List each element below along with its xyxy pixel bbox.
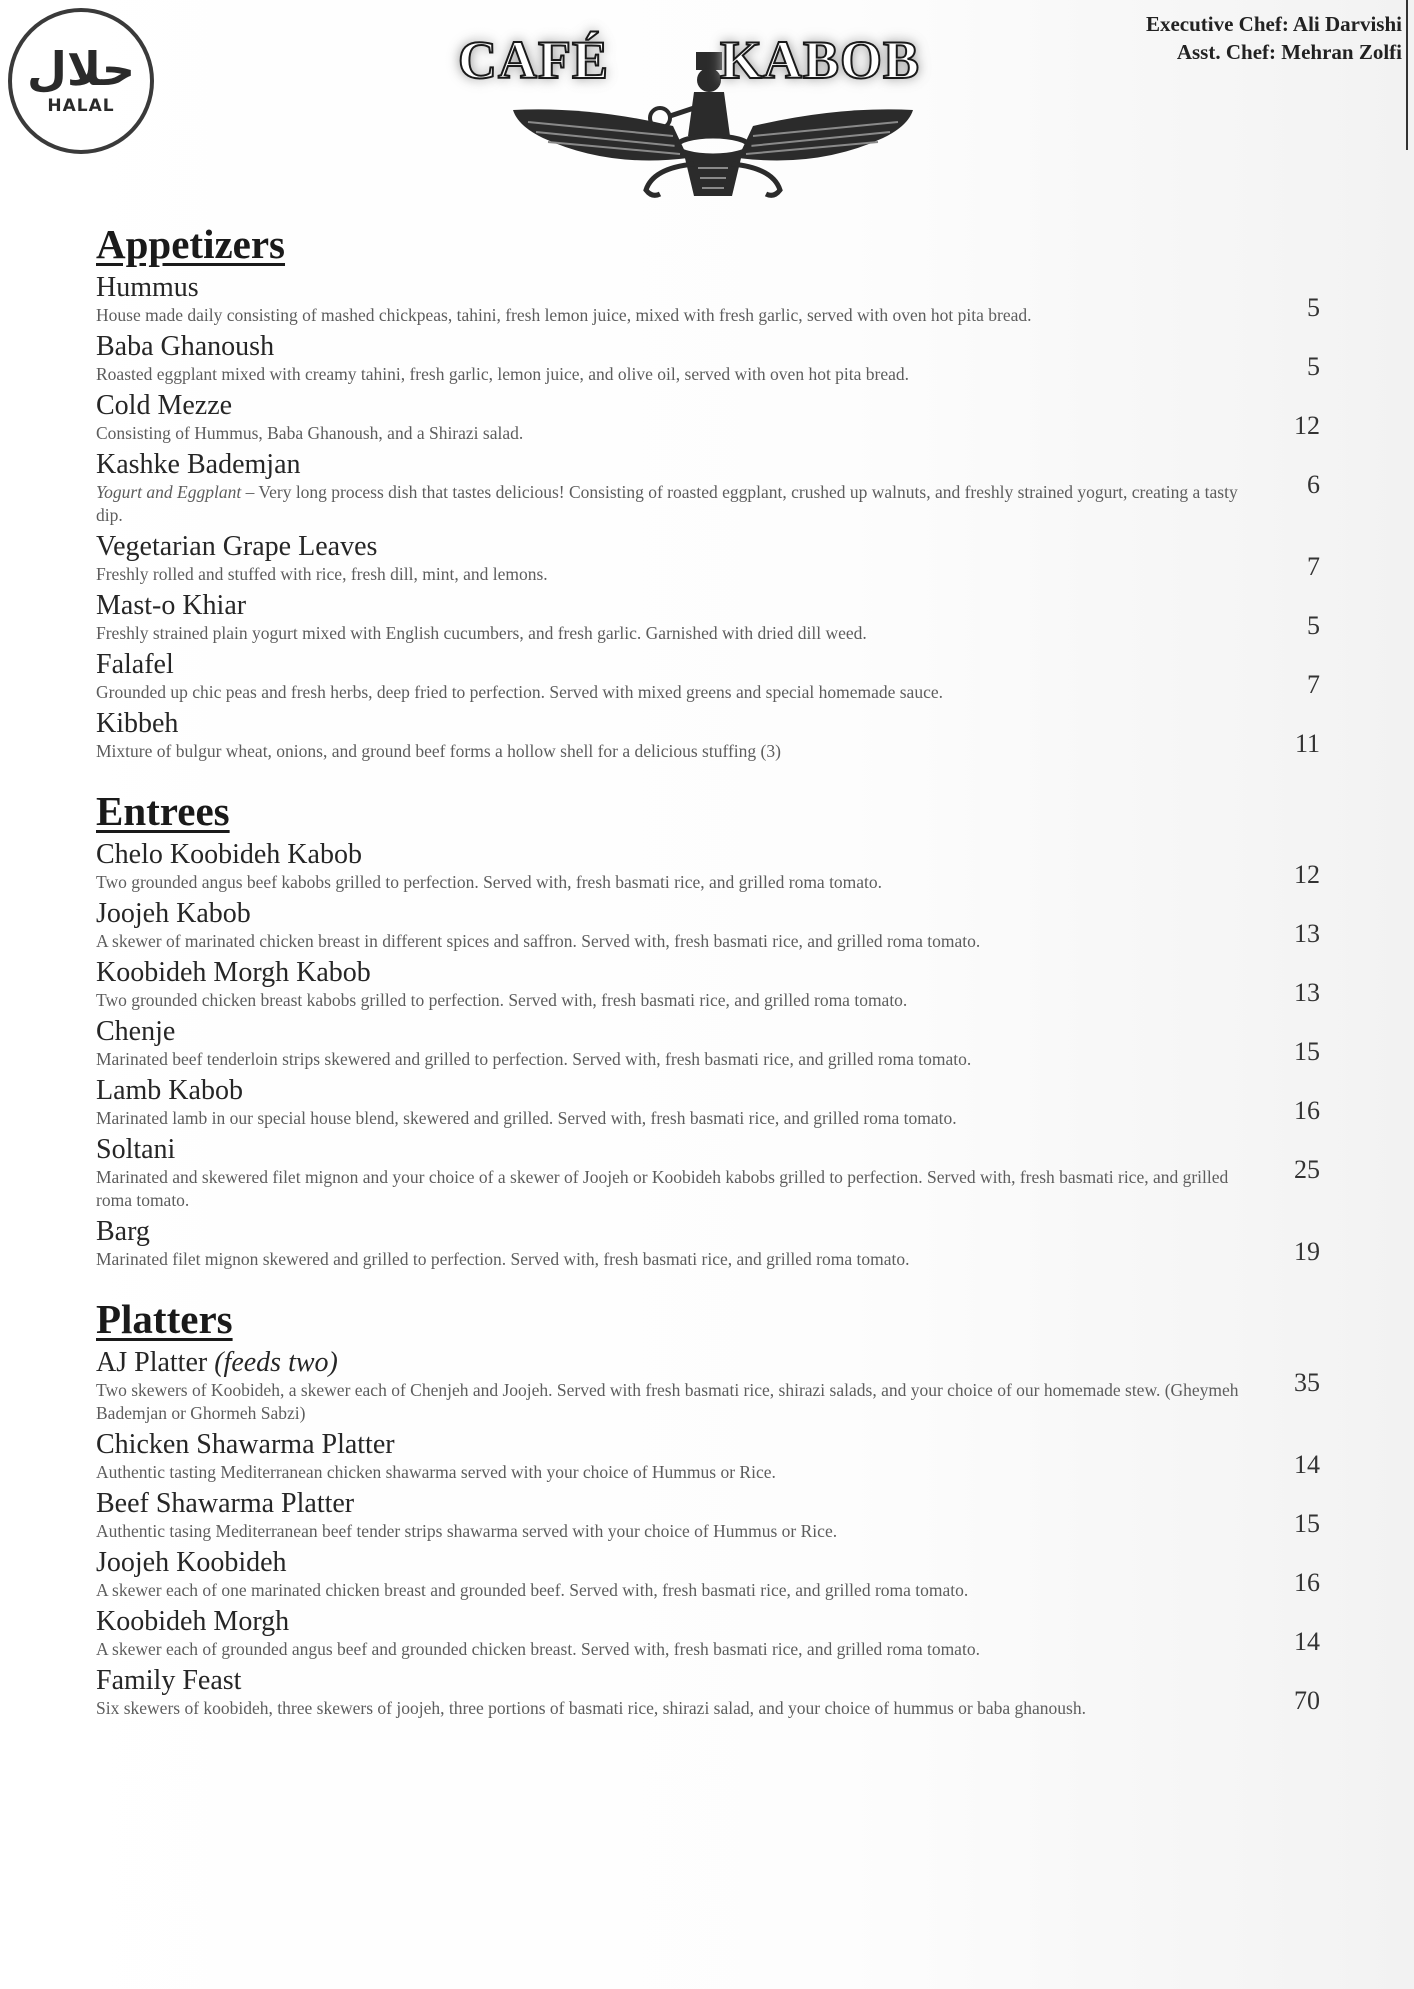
halal-seal <box>8 8 154 154</box>
menu-item <box>96 1016 1320 1071</box>
item-price: 12 <box>1294 411 1320 440</box>
menu-item <box>96 708 1320 763</box>
item-description-text: Freshly strained plain yogurt mixed with English cucumbers, and fresh garlic. Garnished with dried dill weed. <box>96 623 867 643</box>
item-description-text: A skewer of marinated chicken breast in different spices and saffron. Served with, fresh basmati rice, and grilled roma tomato. <box>96 931 981 951</box>
item-description <box>96 930 1240 953</box>
item-price: 14 <box>1294 1627 1320 1656</box>
item-description-text: Two grounded angus beef kabobs grilled to perfection. Served with, fresh basmati rice, and grilled roma tomato. <box>96 872 883 892</box>
menu-item <box>96 1075 1320 1130</box>
menu-item <box>96 390 1320 445</box>
item-name <box>96 1488 1240 1520</box>
item-description-text: House made daily consisting of mashed chickpeas, tahini, fresh lemon juice, mixed with fresh garlic, served with oven hot pita bread. <box>96 305 1032 325</box>
menu-section-appetizers <box>96 218 1320 763</box>
menu-item <box>96 649 1320 704</box>
item-serving-note: (feeds two) <box>214 1347 338 1378</box>
item-name-text: Cold Mezze <box>96 390 233 421</box>
item-name <box>96 1216 1240 1248</box>
section-title: Entrees <box>96 788 230 834</box>
menu-item <box>96 1216 1320 1271</box>
item-description-text: Freshly rolled and stuffed with rice, fresh dill, mint, and lemons. <box>96 564 548 584</box>
item-name-text: Joojeh Koobideh <box>96 1547 287 1578</box>
item-name-text: Joojeh Kabob <box>96 898 251 929</box>
item-name-text: Beef Shawarma Platter <box>96 1488 355 1519</box>
item-description <box>96 422 1240 445</box>
item-name-text: Falafel <box>96 649 174 680</box>
menu-item <box>96 1134 1320 1212</box>
item-name-text: Family Feast <box>96 1665 242 1696</box>
brand-word-cafe: CAFÉ <box>458 30 609 90</box>
item-description <box>96 1107 1240 1130</box>
item-description <box>96 1461 1240 1484</box>
item-name <box>96 1347 1240 1379</box>
item-price: 11 <box>1294 729 1320 758</box>
item-description-text: Marinated filet mignon skewered and grilled to perfection. Served with, fresh basmati rice, and grilled roma tomato. <box>96 1249 910 1269</box>
item-name <box>96 957 1240 989</box>
item-price: 15 <box>1294 1509 1320 1538</box>
item-name <box>96 449 1240 481</box>
menu-item <box>96 1665 1320 1720</box>
item-price: 5 <box>1307 293 1320 322</box>
item-name-text: AJ Platter <box>96 1347 215 1378</box>
item-description <box>96 1579 1240 1602</box>
section-title: Platters <box>96 1296 233 1342</box>
item-description <box>96 740 1240 763</box>
item-description-text: Two grounded chicken breast kabobs grilled to perfection. Served with, fresh basmati rice, and grilled roma tomato. <box>96 990 908 1010</box>
item-name <box>96 1134 1240 1166</box>
item-description-text: Marinated beef tenderloin strips skewered and grilled to perfection. Served with, fresh basmati rice, and grilled roma tomato. <box>96 1049 972 1069</box>
menu-item <box>96 449 1320 527</box>
menu-item <box>96 331 1320 386</box>
item-description <box>96 304 1240 327</box>
item-name-text: Soltani <box>96 1134 176 1165</box>
item-name <box>96 1606 1240 1638</box>
item-price: 12 <box>1294 860 1320 889</box>
item-price: 19 <box>1294 1237 1320 1266</box>
item-description <box>96 989 1240 1012</box>
item-description-text: A skewer each of grounded angus beef and grounded chicken breast. Served with, fresh basmati rice, and grilled roma tomato. <box>96 1639 980 1659</box>
item-price: 14 <box>1294 1450 1320 1479</box>
item-name <box>96 531 1240 563</box>
item-name <box>96 1075 1240 1107</box>
item-name <box>96 839 1240 871</box>
item-price: 13 <box>1294 919 1320 948</box>
item-name <box>96 1016 1240 1048</box>
executive-chef: Executive Chef: Ali Darvishi <box>1145 12 1402 36</box>
assistant-chef: Asst. Chef: Mehran Zolfi <box>1176 40 1402 64</box>
item-description <box>96 1520 1240 1543</box>
item-name-text: Barg <box>96 1216 150 1247</box>
item-description <box>96 1697 1240 1720</box>
item-price: 6 <box>1307 470 1320 499</box>
menu-section-entrees <box>96 785 1320 1271</box>
item-price: 7 <box>1307 552 1320 581</box>
item-name-text: Chenje <box>96 1016 176 1047</box>
item-description <box>96 1379 1240 1425</box>
item-description <box>96 481 1240 527</box>
menu-item <box>96 1547 1320 1602</box>
item-price: 13 <box>1294 978 1320 1007</box>
menu-item <box>96 1488 1320 1543</box>
item-name-text: Chelo Koobideh Kabob <box>96 839 362 870</box>
item-price: 25 <box>1294 1155 1320 1184</box>
item-name-text: Mast-o Khiar <box>96 590 247 621</box>
item-name <box>96 390 1240 422</box>
menu-item <box>96 957 1320 1012</box>
item-description-text: Two skewers of Koobideh, a skewer each of Chenjeh and Joojeh. Served with fresh basmati rice, shirazi salads, and your choice of our homemade stew. (Gheymeh Bademjan or Ghormeh Sabzi) <box>96 1380 1239 1423</box>
item-name-text: Kashke Bademjan <box>96 449 301 480</box>
item-description-text: Mixture of bulgur wheat, onions, and ground beef forms a hollow shell for a delicious stuffing (3) <box>96 741 781 761</box>
menu-section-platters <box>96 1293 1320 1720</box>
item-name <box>96 331 1240 363</box>
item-name-text: Chicken Shawarma Platter <box>96 1429 395 1460</box>
item-name <box>96 272 1240 304</box>
item-description <box>96 622 1240 645</box>
brand-word-kabob: KABOB <box>720 30 921 90</box>
halal-arabic-text: حلال <box>27 42 135 96</box>
item-description-lead: Yogurt and Eggplant <box>96 482 242 502</box>
page-edge-rule <box>1406 0 1408 150</box>
item-name-text: Lamb Kabob <box>96 1075 243 1106</box>
item-name <box>96 1547 1240 1579</box>
item-description <box>96 1248 1240 1271</box>
item-description-text: Marinated and skewered filet mignon and your choice of a skewer of Joojeh or Koobideh kabobs grilled to perfection. Served with, fresh basmati rice, and grilled roma tomato. <box>96 1167 1229 1210</box>
item-price: 35 <box>1294 1368 1320 1397</box>
item-name <box>96 1429 1240 1461</box>
item-price: 15 <box>1294 1037 1320 1066</box>
item-description <box>96 1166 1240 1212</box>
item-description-text: Grounded up chic peas and fresh herbs, deep fried to perfection. Served with mixed greens and special homemade sauce. <box>96 682 943 702</box>
item-price: 16 <box>1294 1568 1320 1597</box>
item-description <box>96 563 1240 586</box>
menu-item <box>96 1429 1320 1484</box>
item-name <box>96 590 1240 622</box>
item-price: 7 <box>1307 670 1320 699</box>
item-name-text: Koobideh Morgh Kabob <box>96 957 371 988</box>
item-description-text: A skewer each of one marinated chicken breast and grounded beef. Served with, fresh basmati rice, and grilled roma tomato. <box>96 1580 969 1600</box>
item-description-text: Marinated lamb in our special house blend, skewered and grilled. Served with, fresh basmati rice, and grilled roma tomato. <box>96 1108 957 1128</box>
menu-body <box>96 218 1320 1742</box>
item-description-text: Authentic tasting Mediterranean chicken shawarma served with your choice of Hummus or Rice. <box>96 1462 776 1482</box>
item-description <box>96 363 1240 386</box>
item-name-text: Hummus <box>96 272 199 303</box>
item-name-text: Vegetarian Grape Leaves <box>96 531 378 562</box>
item-name <box>96 649 1240 681</box>
item-description-text: Roasted eggplant mixed with creamy tahini, fresh garlic, lemon juice, and olive oil, served with oven hot pita bread. <box>96 364 910 384</box>
item-description-text: Authentic tasing Mediterranean beef tender strips shawarma served with your choice of Hummus or Rice. <box>96 1521 838 1541</box>
menu-item <box>96 1347 1320 1425</box>
item-price: 16 <box>1294 1096 1320 1125</box>
item-name-text: Kibbeh <box>96 708 179 739</box>
menu-item <box>96 272 1320 327</box>
menu-item <box>96 590 1320 645</box>
item-name-text: Baba Ghanoush <box>96 331 275 362</box>
menu-item <box>96 898 1320 953</box>
section-title: Appetizers <box>96 221 286 267</box>
menu-item <box>96 839 1320 894</box>
item-description-text: Consisting of Hummus, Baba Ghanoush, and a Shirazi salad. <box>96 423 524 443</box>
item-description-text: – Very long process dish that tastes delicious! Consisting of roasted eggplant, crushed up walnuts, and freshly strained yogurt, creating a tasty dip. <box>96 482 1238 525</box>
item-price: 5 <box>1307 611 1320 640</box>
item-name-text: Koobideh Morgh <box>96 1606 290 1637</box>
item-name <box>96 898 1240 930</box>
item-description <box>96 1048 1240 1071</box>
item-description <box>96 681 1240 704</box>
item-name <box>96 1665 1240 1697</box>
item-description <box>96 871 1240 894</box>
item-price: 70 <box>1294 1686 1320 1715</box>
chef-credits <box>1146 10 1402 66</box>
brand-logo <box>448 18 978 218</box>
item-price: 5 <box>1307 352 1320 381</box>
menu-item <box>96 1606 1320 1661</box>
item-description-text: Six skewers of koobideh, three skewers of joojeh, three portions of basmati rice, shirazi salad, and your choice of hummus or baba ghanoush. <box>96 1698 1086 1718</box>
menu-item <box>96 531 1320 586</box>
item-name <box>96 708 1240 740</box>
item-description <box>96 1638 1240 1661</box>
halal-latin-text: HALAL <box>47 96 115 116</box>
